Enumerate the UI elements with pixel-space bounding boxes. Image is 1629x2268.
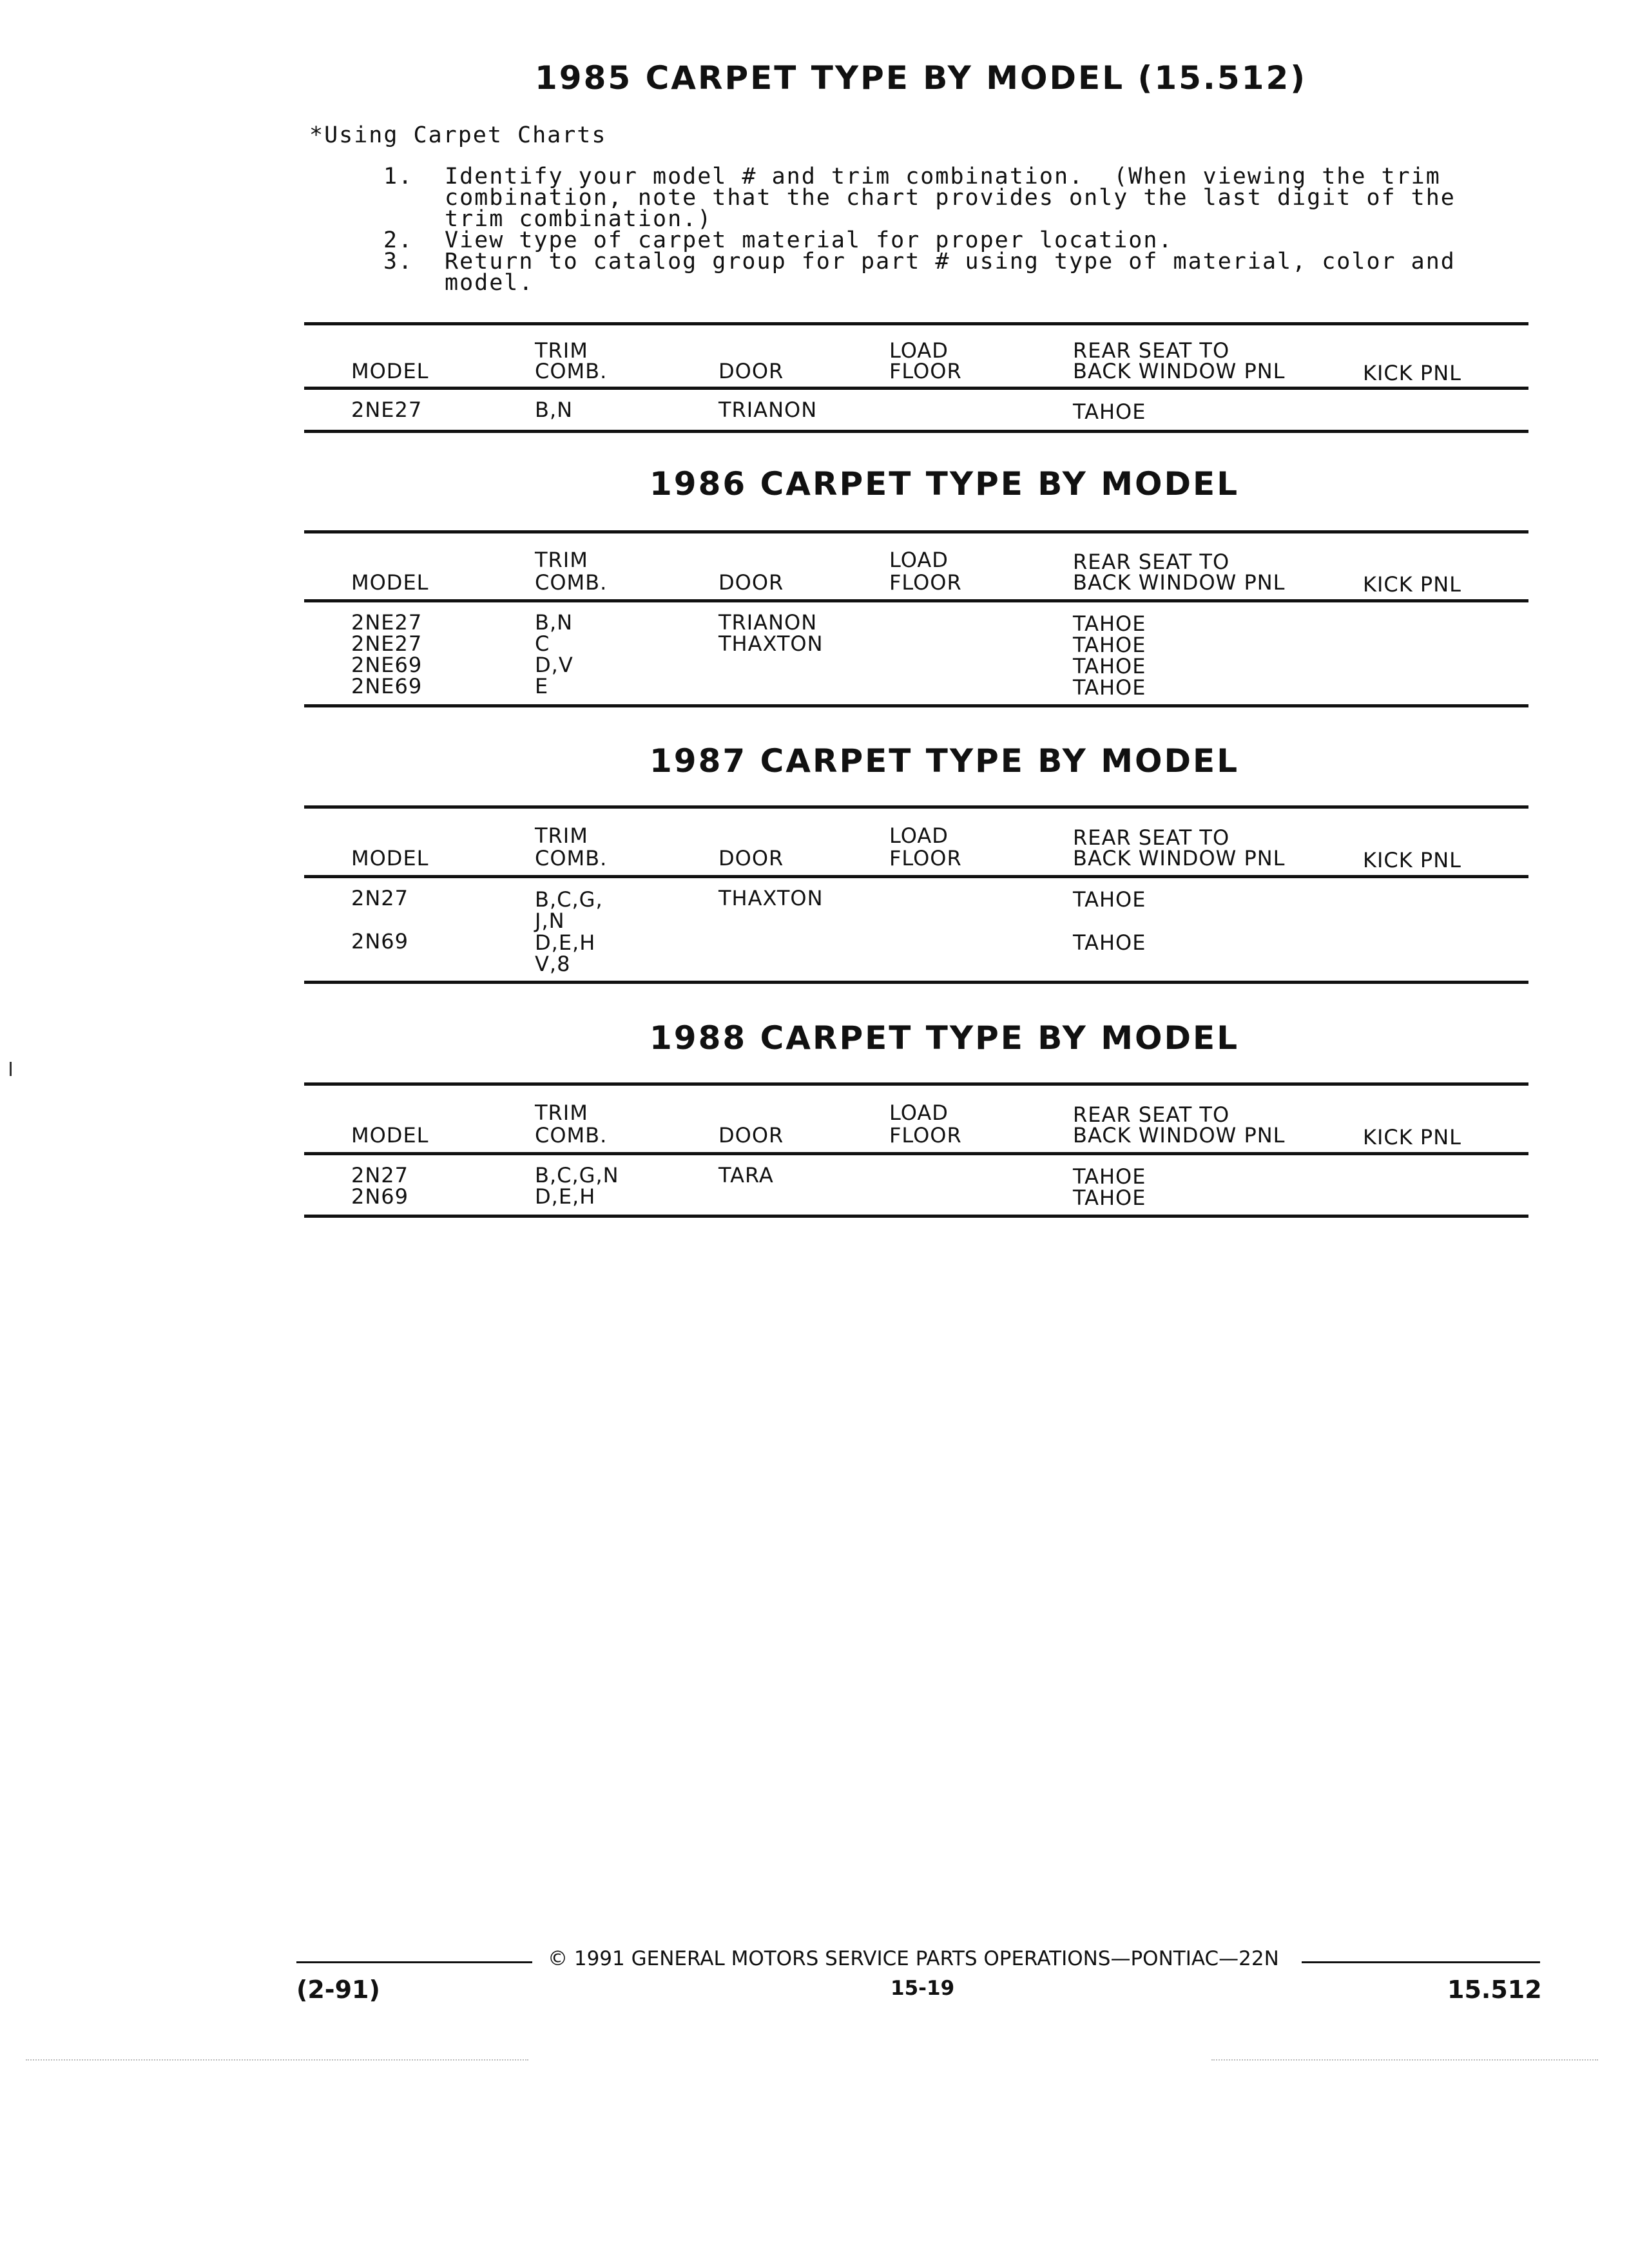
column-header-load: LOAD — [889, 823, 949, 848]
column-header-floor: FLOOR — [889, 1123, 962, 1148]
footer-page-number: 15-19 — [891, 1977, 955, 2000]
column-header-comb: COMB. — [535, 1123, 608, 1148]
section-title-1987: 1987 CARPET TYPE BY MODEL — [650, 742, 1240, 780]
scan-artifact-line — [1211, 2059, 1598, 2061]
column-header-kick: KICK PNL — [1363, 572, 1461, 597]
column-header-back-window: BACK WINDOW PNL — [1073, 570, 1286, 595]
column-header-rear-seat: REAR SEAT TO — [1073, 825, 1230, 850]
column-header-kick: KICK PNL — [1363, 848, 1461, 872]
table-top-rule — [304, 1082, 1528, 1086]
cell-rear: TAHOE TAHOE — [1073, 1164, 1146, 1210]
header-bottom-rule — [304, 875, 1528, 878]
header-bottom-rule — [304, 599, 1528, 602]
column-header-door: DOOR — [718, 846, 784, 870]
scan-mark — [10, 1062, 12, 1076]
column-header-door: DOOR — [718, 1123, 784, 1148]
page-title-1985: 1985 CARPET TYPE BY MODEL (15.512) — [535, 59, 1307, 97]
table-top-rule — [304, 805, 1528, 809]
column-header-rear-seat: REAR SEAT TO — [1073, 1102, 1230, 1127]
section-title-1988: 1988 CARPET TYPE BY MODEL — [650, 1019, 1240, 1057]
table-top-rule — [304, 322, 1528, 325]
column-header-trim: TRIM — [535, 823, 588, 848]
section-title-1986: 1986 CARPET TYPE BY MODEL — [650, 465, 1240, 503]
column-header-kick: KICK PNL — [1363, 361, 1461, 385]
cell-model: 2N27 — [351, 886, 409, 910]
column-header-trim: TRIM — [535, 338, 588, 363]
table-top-rule — [304, 530, 1528, 533]
column-header-back-window: BACK WINDOW PNL — [1073, 846, 1286, 870]
table-bottom-rule — [304, 1215, 1528, 1218]
step-1-number: 1. — [383, 164, 414, 189]
step-2-line-1: View type of carpet material for proper location. — [445, 227, 1173, 253]
column-header-model: MODEL — [351, 359, 429, 383]
table-bottom-rule — [304, 704, 1528, 707]
table-bottom-rule — [304, 981, 1528, 984]
intro-heading: *Using Carpet Charts — [309, 122, 607, 148]
column-header-kick: KICK PNL — [1363, 1125, 1461, 1149]
column-header-rear-seat: REAR SEAT TO — [1073, 550, 1230, 574]
step-2-number: 2. — [383, 227, 414, 253]
step-3-line-1: Return to catalog group for part # using type of material, color and — [445, 249, 1456, 274]
column-header-comb: COMB. — [535, 846, 608, 870]
column-header-model: MODEL — [351, 846, 429, 870]
cell-trim: B,C,G, J,N — [535, 887, 603, 933]
column-header-comb: COMB. — [535, 570, 608, 595]
column-header-model: MODEL — [351, 1123, 429, 1148]
cell-rear: TAHOE TAHOE TAHOE TAHOE — [1073, 611, 1146, 700]
step-3-line-2: model. — [445, 270, 534, 296]
table-bottom-rule — [304, 430, 1528, 433]
footer-copyright: © 1991 GENERAL MOTORS SERVICE PARTS OPERATIONS—PONTIAC—22N — [548, 1947, 1279, 1970]
column-header-comb: COMB. — [535, 359, 608, 383]
column-header-door: DOOR — [718, 570, 784, 595]
column-header-load: LOAD — [889, 338, 949, 363]
scan-artifact-line — [26, 2059, 528, 2061]
header-bottom-rule — [304, 387, 1528, 390]
step-1-line-3: trim combination.) — [445, 206, 713, 232]
footer-rule-right — [1302, 1961, 1540, 1963]
column-header-load: LOAD — [889, 1100, 949, 1125]
step-1-line-2: combination, note that the chart provides only the last digit of the — [445, 185, 1456, 211]
cell-door: TRIANON — [718, 398, 818, 422]
column-header-floor: FLOOR — [889, 359, 962, 383]
footer-section-number: 15.512 — [1447, 1975, 1542, 2004]
column-header-door: DOOR — [718, 359, 784, 383]
cell-trim: B,N — [535, 398, 574, 422]
column-header-rear-seat: REAR SEAT TO — [1073, 338, 1230, 363]
column-header-back-window: BACK WINDOW PNL — [1073, 359, 1286, 383]
cell-model: 2NE27 — [351, 398, 423, 422]
cell-rear: TAHOE — [1073, 930, 1146, 955]
step-3-number: 3. — [383, 249, 414, 274]
column-header-model: MODEL — [351, 570, 429, 595]
cell-model: 2N27 2N69 — [351, 1163, 409, 1209]
column-header-floor: FLOOR — [889, 570, 962, 595]
cell-trim: B,C,G,N D,E,H — [535, 1163, 619, 1209]
column-header-back-window: BACK WINDOW PNL — [1073, 1123, 1286, 1148]
cell-door: THAXTON — [718, 886, 824, 910]
cell-rear: TAHOE — [1073, 887, 1146, 912]
cell-door: TRIANON THAXTON — [718, 610, 824, 656]
header-bottom-rule — [304, 1152, 1528, 1155]
step-1-line-1: Identify your model # and trim combination. (When viewing the trim — [445, 164, 1441, 189]
footer-date: (2-91) — [296, 1975, 380, 2004]
column-header-floor: FLOOR — [889, 846, 962, 870]
cell-model: 2NE27 2NE27 2NE69 2NE69 — [351, 610, 423, 698]
cell-rear: TAHOE — [1073, 399, 1146, 424]
cell-trim: B,N C D,V E — [535, 610, 574, 698]
cell-door: TARA — [718, 1163, 774, 1187]
column-header-load: LOAD — [889, 548, 949, 572]
column-header-trim: TRIM — [535, 1100, 588, 1125]
cell-model: 2N69 — [351, 929, 409, 954]
footer-rule-left — [296, 1961, 532, 1963]
column-header-trim: TRIM — [535, 548, 588, 572]
cell-trim: D,E,H V,8 — [535, 930, 596, 976]
